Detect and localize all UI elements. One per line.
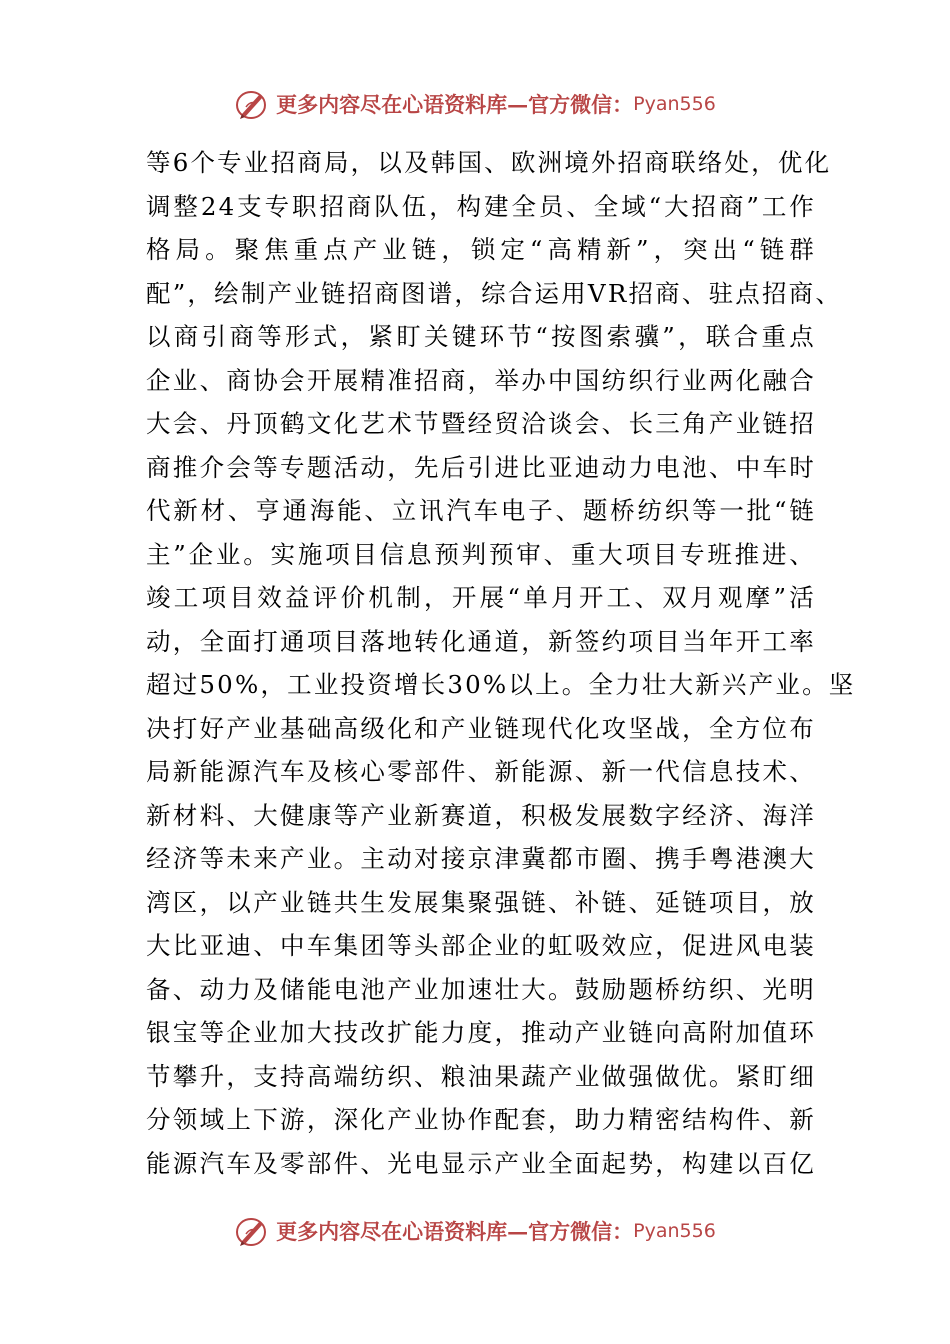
body-line: 节攀升，支持高端纺织、粮油果蔬产业做强做优。紧盯细: [146, 1061, 816, 1091]
body-line: 企业、商协会开展精准招商，举办中国纺织行业两化融合: [146, 365, 816, 395]
body-line: 主”企业。实施项目信息预判预审、重大项目专班推进、: [146, 539, 816, 569]
body-line: 调整24支专职招商队伍，构建全员、全域“大招商”工作: [146, 191, 816, 221]
body-line: 商推介会等专题活动，先后引进比亚迪动力电池、中车时: [146, 452, 816, 482]
banner-wechat-id: Pyan556: [633, 93, 716, 115]
pen-logo-icon: [234, 1213, 270, 1249]
footer-banner: [0, 1211, 950, 1251]
banner-slogan: 更多内容尽在心语资料库—官方微信：: [276, 92, 634, 117]
body-line: 湾区，以产业链共生发展集聚强链、补链、延链项目，放: [146, 887, 816, 917]
document-body: [146, 141, 856, 1185]
body-line: 大比亚迪、中车集团等头部企业的虹吸效应，促进风电装: [146, 931, 816, 960]
body-line: 配”，绘制产业链招商图谱，综合运用VR招商、驻点招商、: [146, 278, 843, 308]
pen-logo-icon: [234, 86, 270, 122]
body-line: 动，全面打通项目落地转化通道，新签约项目当年开工率: [146, 626, 816, 656]
body-line: 代新材、亨通海能、立讯汽车电子、题桥纺织等一批“链: [146, 496, 816, 525]
body-line: 能源汽车及零部件、光电显示产业全面起势，构建以百亿: [146, 1148, 816, 1178]
body-line: 经济等未来产业。主动对接京津冀都市圈、携手粤港澳大: [146, 844, 816, 873]
body-line: 等6个专业招商局，以及韩国、欧洲境外招商联络处，优化: [146, 148, 832, 177]
header-banner: [0, 84, 950, 124]
body-line: 新材料、大健康等产业新赛道，积极发展数字经济、海洋: [146, 800, 816, 830]
banner-wechat-id: Pyan556: [633, 1220, 716, 1242]
body-line: 以商引商等形式，紧盯关键环节“按图索骥”，联合重点: [146, 322, 816, 351]
body-line: 大会、丹顶鹤文化艺术节暨经贸洽谈会、长三角产业链招: [146, 409, 816, 438]
body-line: 局新能源汽车及核心零部件、新能源、新一代信息技术、: [146, 757, 816, 786]
body-line: 备、动力及储能电池产业加速壮大。鼓励题桥纺织、光明: [146, 974, 816, 1004]
body-line: 超过50%，工业投资增长30%以上。全力壮大新兴产业。坚: [146, 670, 856, 699]
body-line: 银宝等企业加大技改扩能力度，推动产业链向高附加值环: [146, 1018, 816, 1047]
banner-slogan: 更多内容尽在心语资料库—官方微信：: [276, 1219, 634, 1244]
body-line: 格局。聚焦重点产业链，锁定“高精新”，突出“链群: [146, 235, 816, 264]
body-line: 决打好产业基础高级化和产业链现代化攻坚战，全方位布: [146, 713, 816, 743]
body-line: 分领域上下游，深化产业协作配套，助力精密结构件、新: [146, 1105, 816, 1134]
body-line: 竣工项目效益评价机制，开展“单月开工、双月观摩”活: [146, 583, 816, 612]
